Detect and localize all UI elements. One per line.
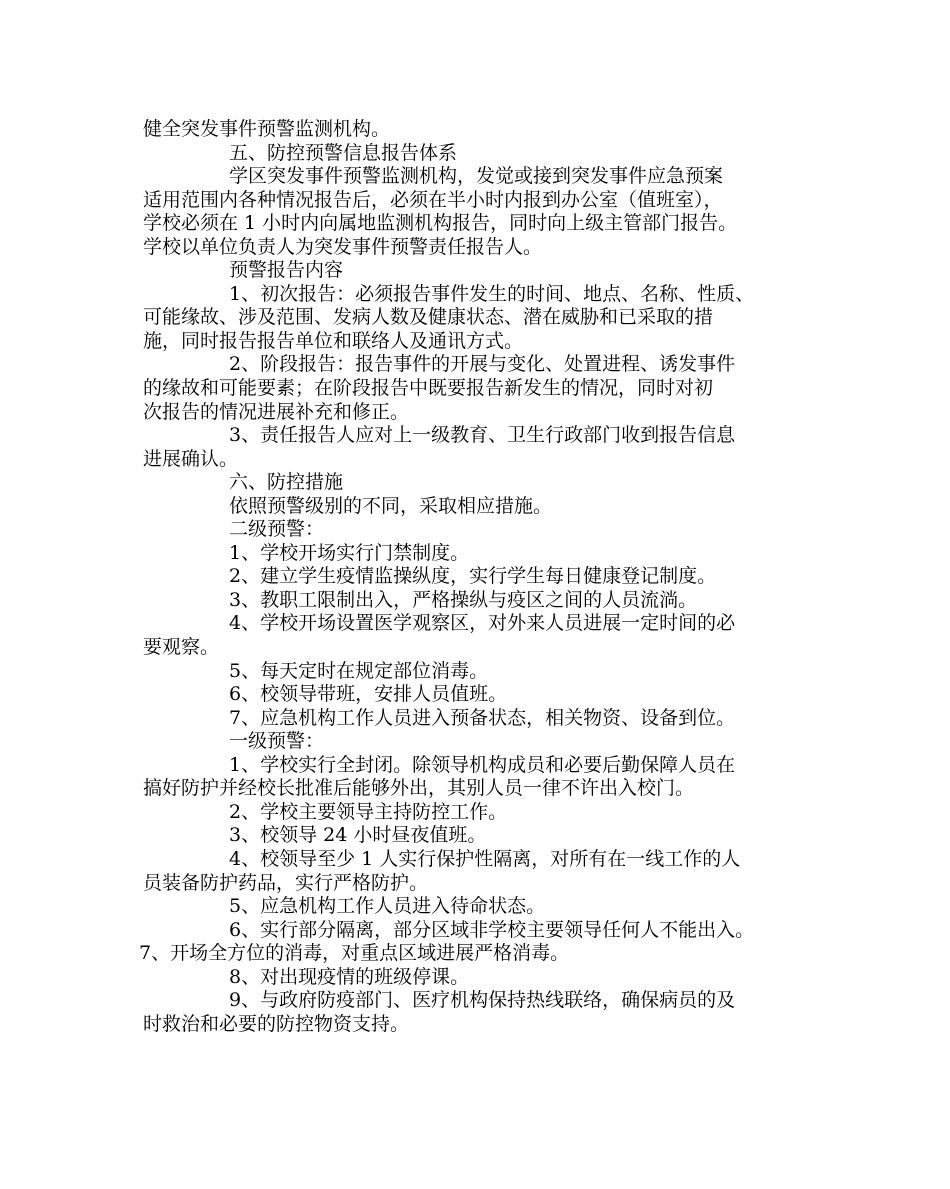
text-line: 1、学校实行全封闭。除领导机构成员和必要后勤保障人员在 — [229, 753, 736, 776]
text-line: 3、责任报告人应对上一级教育、卫生行政部门收到报告信息 — [229, 424, 736, 447]
text-line: 施，同时报告报告单位和联络人及通讯方式。 — [143, 329, 524, 352]
text-line: 1、学校开场实行门禁制度。 — [229, 541, 470, 564]
text-line: 4、学校开场设置医学观察区，对外来人员进展一定时间的必 — [229, 612, 736, 635]
text-line: 4、校领导至少 1 人实行保护性隔离，对所有在一线工作的人 — [229, 847, 741, 870]
text-line: 适用范围内各种情况报告后，必须在半小时内报到办公室（值班室）， — [143, 188, 723, 211]
text-line: 3、教职工限制出入，严格操纵与疫区之间的人员流淌。 — [229, 588, 698, 611]
text-line: 六、防控措施 — [229, 471, 344, 494]
text-line: 进展确认。 — [143, 447, 239, 470]
text-line: 6、实行部分隔离，部分区域非学校主要领导任何人不能出入。 — [229, 918, 755, 941]
text-line: 预警报告内容 — [229, 259, 344, 282]
text-line: 员装备防护药品，实行严格防护。 — [143, 871, 429, 894]
text-line: 9、与政府防疫部门、医疗机构保持热线联络，确保病员的及 — [229, 989, 736, 1012]
text-line: 的缘故和可能要素；在阶段报告中既要报告新发生的情况，同时对初 — [143, 377, 714, 400]
text-line: 依照预警级别的不同，采取相应措施。 — [229, 494, 553, 517]
text-line: 可能缘故、涉及范围、发病人数及健康状态、潜在威胁和已采取的措 — [143, 306, 714, 329]
text-line: 7、开场全方位的消毒，对重点区域进展严格消毒。 — [139, 942, 570, 965]
text-line: 二级预警： — [229, 518, 325, 541]
text-line: 次报告的情况进展补充和修正。 — [143, 400, 410, 423]
text-line: 搞好防护并经校长批准后能够外出，其别人员一律不许出入校门。 — [143, 777, 695, 800]
text-line: 学校必须在 1 小时内向属地监测机构报告，同时向上级主管部门报告。 — [143, 212, 738, 235]
text-line: 学区突发事件预警监测机构，发觉或接到突发事件应急预案 — [229, 165, 724, 188]
text-line: 2、建立学生疫情监操纵度，实行学生每日健康登记制度。 — [229, 565, 717, 588]
text-line: 2、学校主要领导主持防控工作。 — [229, 800, 508, 823]
text-line: 时救治和必要的防控物资支持。 — [143, 1012, 410, 1035]
text-line: 学校以单位负责人为突发事件预警责任报告人。 — [143, 235, 543, 258]
text-line: 1、初次报告：必须报告事件发生的时间、地点、名称、性质、 — [229, 282, 755, 305]
text-line: 健全突发事件预警监测机构。 — [143, 118, 391, 140]
text-line: 6、校领导带班，安排人员值班。 — [229, 683, 508, 706]
text-line: 3、校领导 24 小时昼夜值班。 — [229, 824, 487, 847]
text-line: 7、应急机构工作人员进入预备状态，相关物资、设备到位。 — [229, 706, 736, 729]
text-line: 8、对出现疫情的班级停课。 — [229, 965, 470, 988]
text-line: 5、应急机构工作人员进入待命状态。 — [229, 895, 546, 918]
text-line: 2、阶段报告：报告事件的开展与变化、处置进程、诱发事件 — [229, 353, 736, 376]
text-line: 五、防控预警信息报告体系 — [229, 141, 458, 164]
text-line: 要观察。 — [143, 636, 220, 659]
text-line: 5、每天定时在规定部位消毒。 — [229, 659, 489, 682]
text-line: 一级预警： — [229, 730, 325, 753]
document-text-body — [139, 118, 823, 1036]
